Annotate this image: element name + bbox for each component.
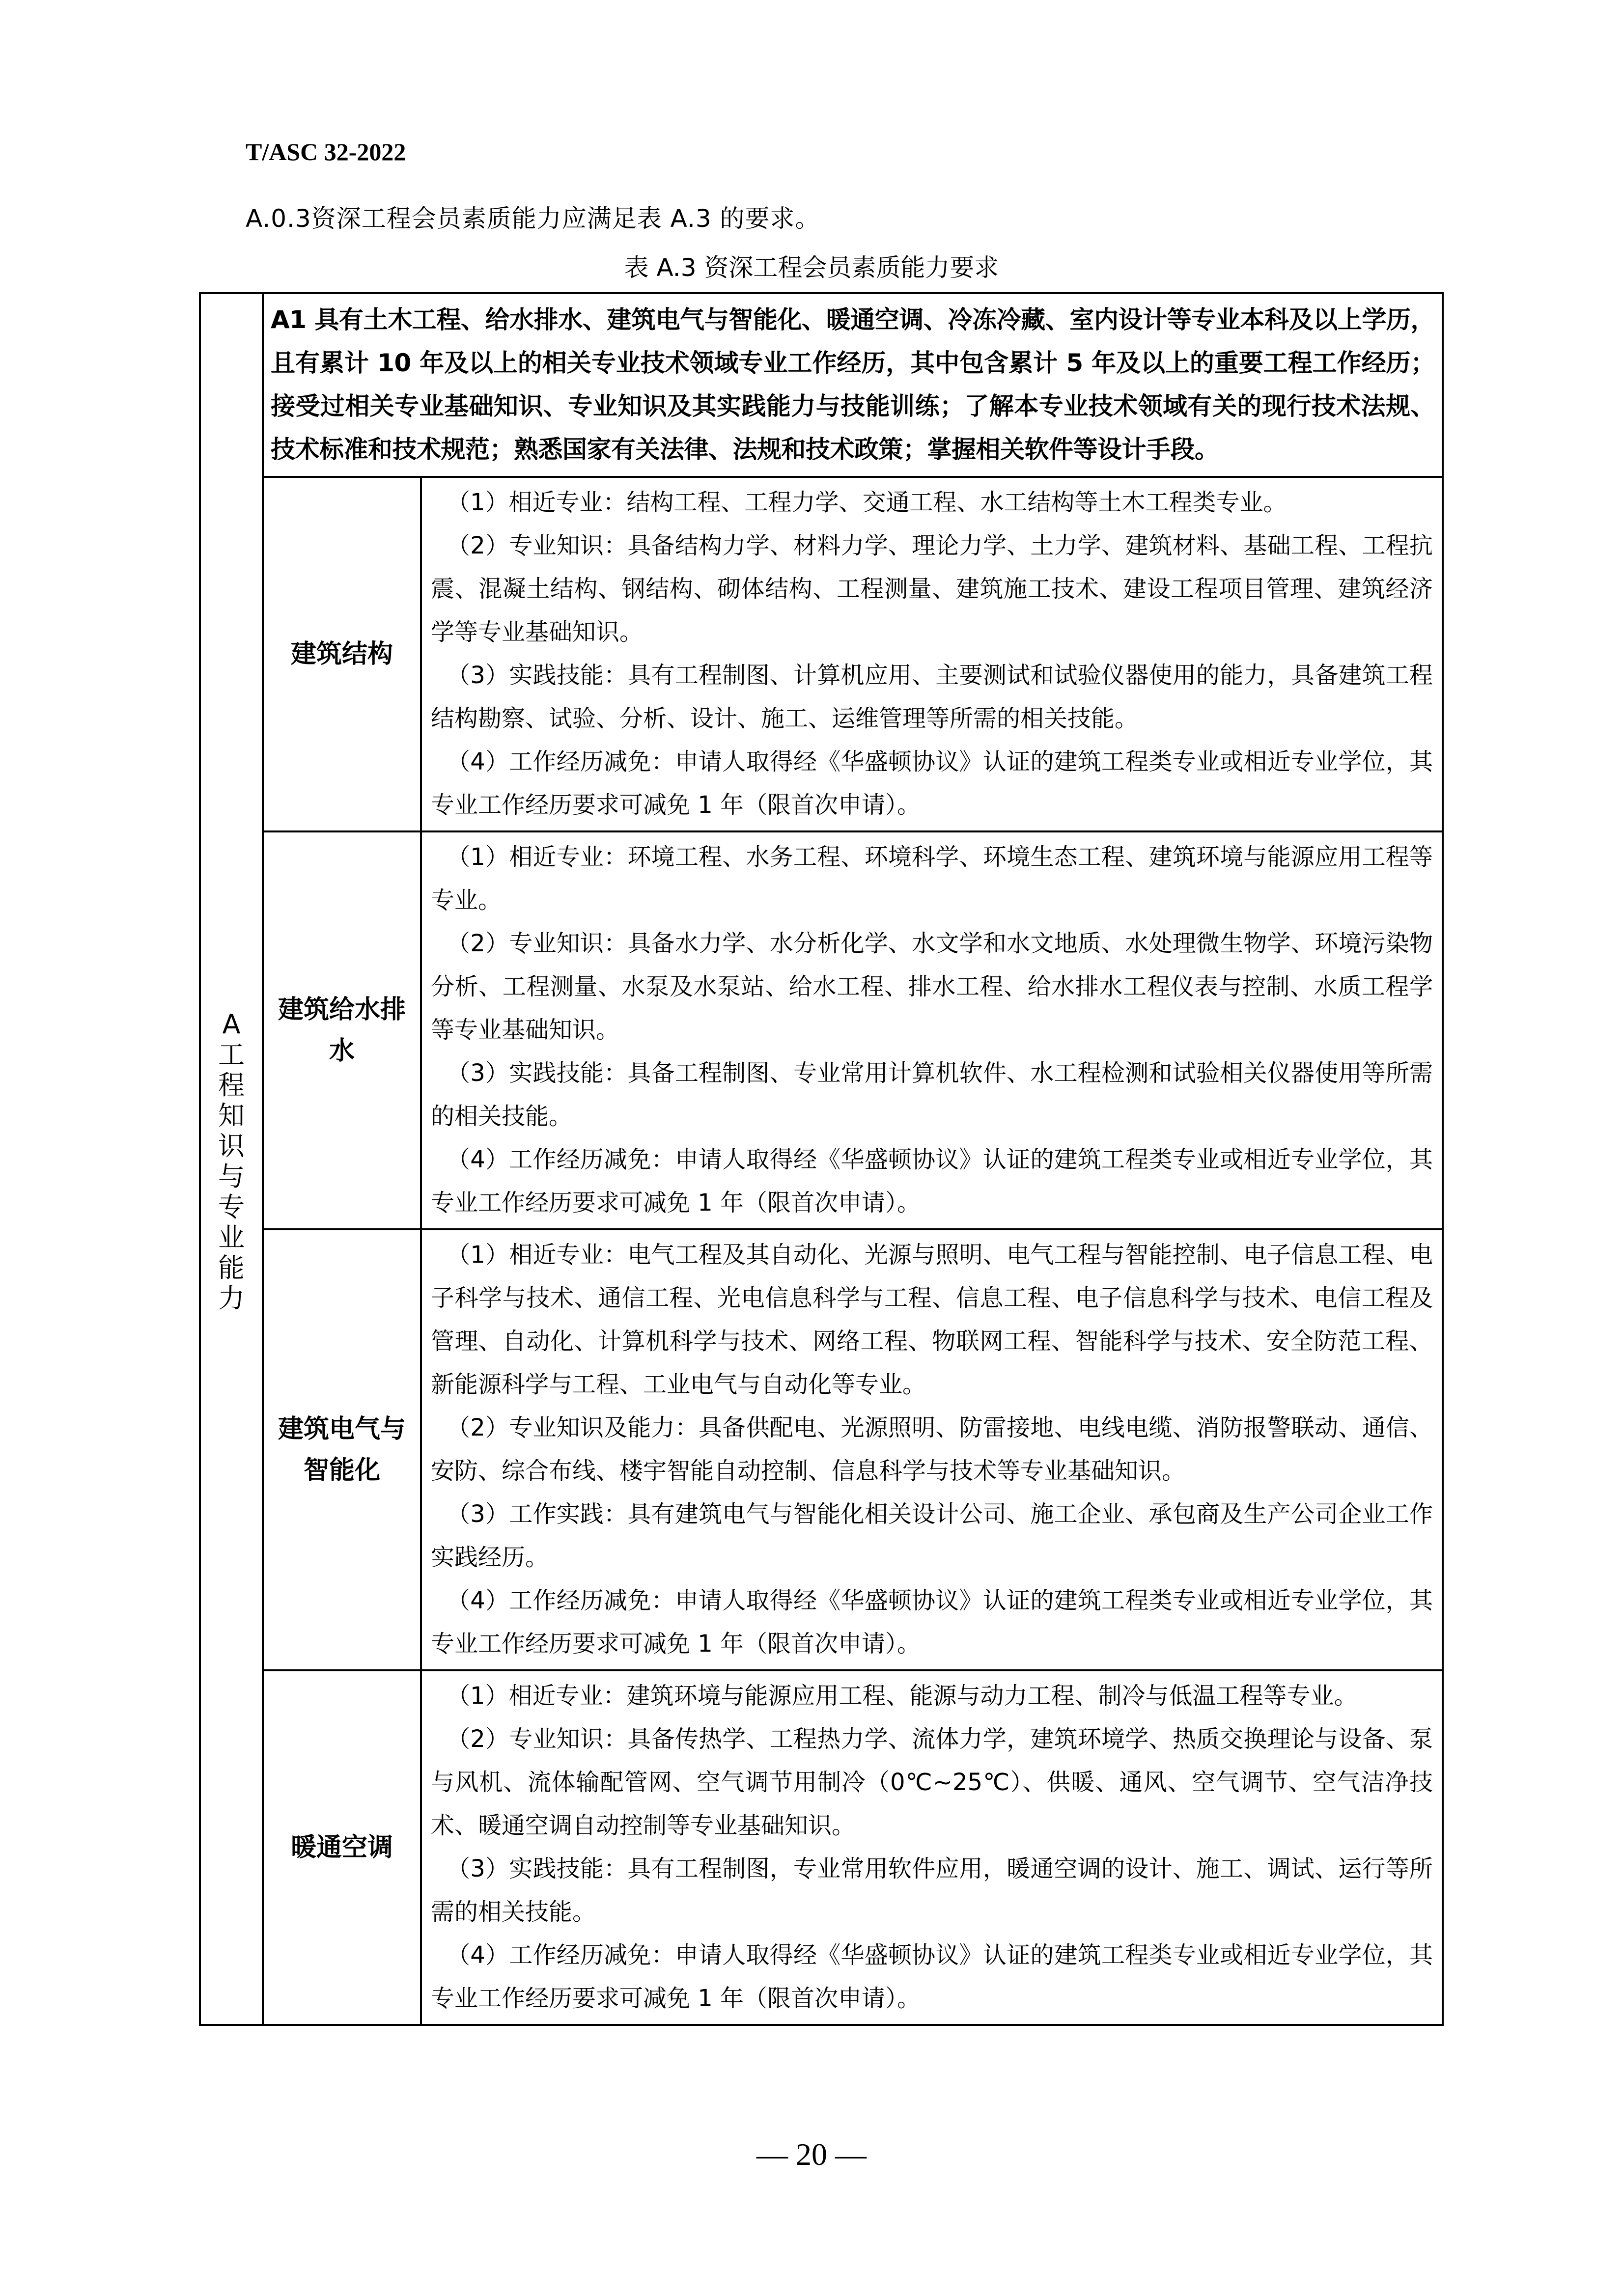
table-title: 表 A.3 资深工程会员素质能力要求 [624,253,999,282]
category-description [421,1229,1443,1670]
group-label-char: 业 [218,1222,245,1253]
requirement-item: （3）实践技能：具备工程制图、专业常用计算机软件、水工程检测和试验相关仪器使用等所需的相关技能。 [431,1059,1433,1130]
category-row-electrical [200,1229,1443,1670]
category-description [421,1670,1443,2025]
requirement-item: （1）相近专业：建筑环境与能源应用工程、能源与动力工程、制冷与低温工程等专业。 [447,1682,1358,1710]
group-label-char: 知 [218,1100,245,1131]
category-name: 建筑电气与智能化 [263,1229,421,1670]
category-name: 建筑结构 [263,477,421,831]
requirement-item: （2）专业知识：具备水力学、水分析化学、水文学和水文地质、水处理微生物学、环境污染物分析、工程测量、水泵及水泵站、给水工程、排水工程、给水排水工程仪表与控制、水质工程学等专业基础知识。 [431,930,1433,1044]
requirement-item: （4）工作经历减免：申请人取得经《华盛顿协议》认证的建筑工程类专业或相近专业学位，其专业工作经历要求可减免 1 年（限首次申请）。 [431,1587,1433,1658]
requirement-item: （1）相近专业：电气工程及其自动化、光源与照明、电气工程与智能控制、电子信息工程、电子科学与技术、通信工程、光电信息科学与工程、信息工程、电子信息科学与技术、电信工程及管理、自动化、计算机科学与技术、网络工程、物联网工程、智能科学与技术、安全防范工程、新能源科学与工程、工业电气与自动化等专业。 [431,1241,1433,1398]
requirement-item: （4）工作经历减免：申请人取得经《华盛顿协议》认证的建筑工程类专业或相近专业学位，其专业工作经历要求可减免 1 年（限首次申请）。 [431,748,1433,819]
document-code: T/ASC 32-2022 [246,138,406,166]
intro-text: A.0.3资深工程会员素质能力应满足表 A.3 的要求。 [246,204,820,233]
group-label-char: 程 [218,1070,245,1101]
group-label-cell [200,293,263,2025]
requirement-item: （3）工作实践：具有建筑电气与智能化相关设计公司、施工企业、承包商及生产公司企业工作实践经历。 [431,1500,1433,1571]
category-description [421,477,1443,831]
requirement-item: （2）专业知识：具备传热学、工程热力学、流体力学，建筑环境学、热质交换理论与设备、泵与风机、流体输配管网、空气调节用制冷（0℃~25℃）、供暖、通风、空气调节、空气洁净技术、暖通空调自动控制等专业基础知识。 [431,1725,1433,1839]
summary-row [200,293,1443,477]
group-label-char: 工 [218,1039,245,1070]
requirement-item: （1）相近专业：结构工程、工程力学、交通工程、水工结构等土木工程类专业。 [447,489,1287,516]
page-number: — 20 — [756,2137,867,2172]
group-label-char: 专 [218,1191,245,1222]
group-label-char: 力 [218,1283,245,1314]
group-label [201,1004,262,1314]
group-label-char: 与 [218,1161,245,1192]
category-name: 暖通空调 [263,1670,421,2025]
requirement-item: （3）实践技能：具有工程制图，专业常用软件应用，暖通空调的设计、施工、调试、运行等所需的相关技能。 [431,1855,1433,1926]
summary-text: A1 具有土木工程、给水排水、建筑电气与智能化、暖通空调、冷冻冷藏、室内设计等专业本科及以上学历，且有累计 10 年及以上的相关专业技术领域专业工作经历，其中包含累计 5 年及以上的重要工程工作经历；接受过相关专业基础知识、专业知识及其实践能力与技能训练；了解本专业技术领域有关的现行技术法规、技术标准和技术规范；熟悉国家有关法律、法规和技术政策；掌握相关软件等设计手段。 [263,293,1443,477]
category-row-hvac [200,1670,1443,2025]
requirement-item: （1）相近专业：环境工程、水务工程、环境科学、环境生态工程、建筑环境与能源应用工程等专业。 [431,843,1433,914]
category-row-water [200,831,1443,1229]
category-name: 建筑给水排水 [263,831,421,1229]
group-label-char: 识 [218,1131,245,1162]
category-row-structure [200,477,1443,831]
requirement-item: （4）工作经历减免：申请人取得经《华盛顿协议》认证的建筑工程类专业或相近专业学位，其专业工作经历要求可减免 1 年（限首次申请）。 [431,1146,1433,1217]
group-label-char: A [222,1009,241,1040]
requirement-item: （4）工作经历减免：申请人取得经《华盛顿协议》认证的建筑工程类专业或相近专业学位，其专业工作经历要求可减免 1 年（限首次申请）。 [431,1941,1433,2012]
group-label-char: 能 [218,1252,245,1283]
category-description [421,831,1443,1229]
requirement-item: （2）专业知识：具备结构力学、材料力学、理论力学、土力学、建筑材料、基础工程、工程抗震、混凝土结构、钢结构、砌体结构、工程测量、建筑施工技术、建设工程项目管理、建筑经济学等专业基础知识。 [431,532,1433,646]
requirement-item: （2）专业知识及能力：具备供配电、光源照明、防雷接地、电线电缆、消防报警联动、通信、安防、综合布线、楼宇智能自动控制、信息科学与技术等专业基础知识。 [431,1414,1433,1485]
requirements-table [199,292,1444,2026]
requirement-item: （3）实践技能：具有工程制图、计算机应用、主要测试和试验仪器使用的能力，具备建筑工程结构勘察、试验、分析、设计、施工、运维管理等所需的相关技能。 [431,662,1433,732]
